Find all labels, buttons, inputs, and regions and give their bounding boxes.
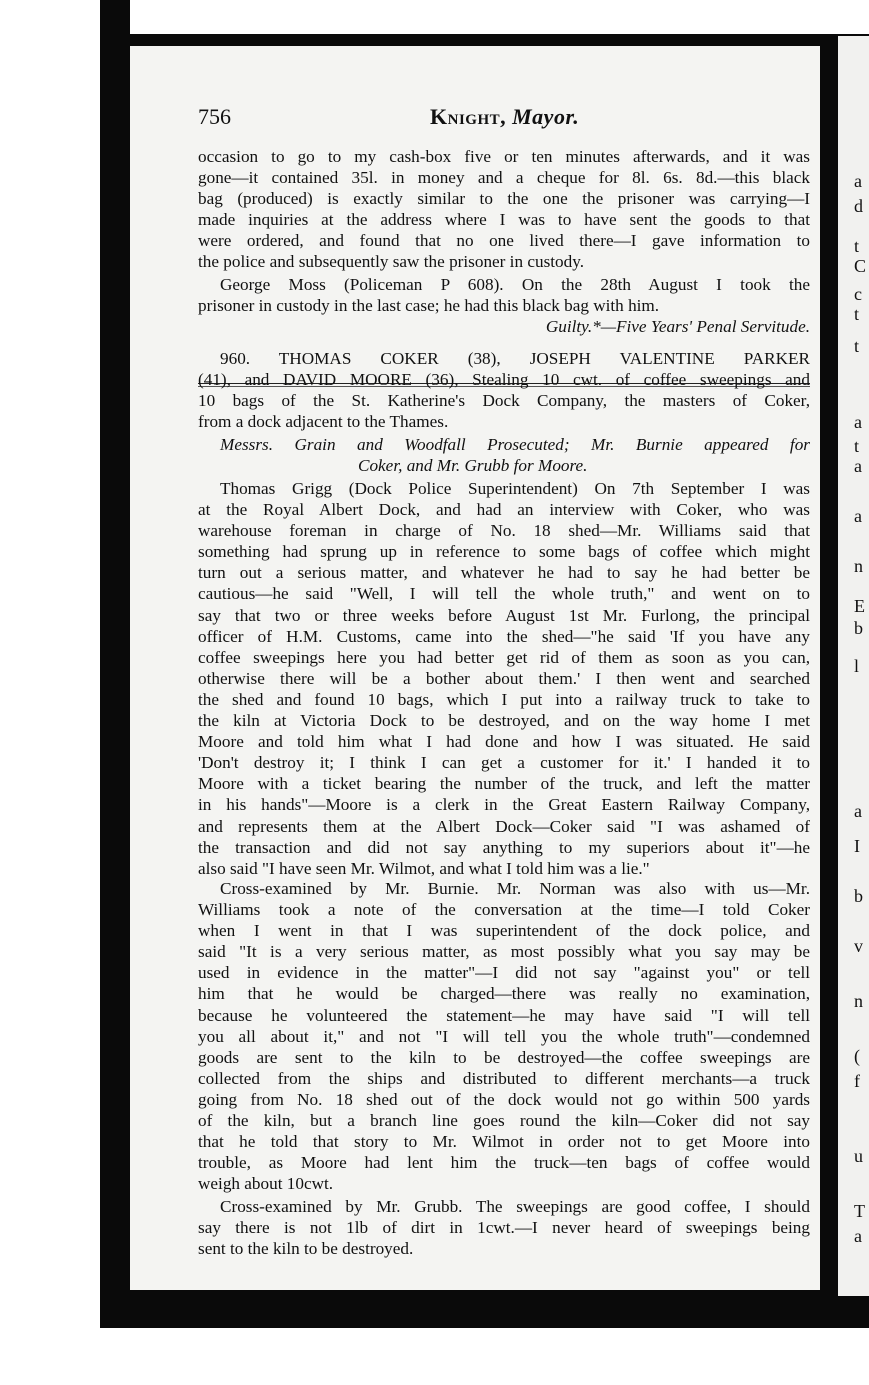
text-line: that he told that story to Mr. Wilmot in order not to get Moore into: [198, 1132, 810, 1152]
text-line: Cross-examined by Mr. Grubb. The sweepings are good coffee, I should: [220, 1197, 810, 1216]
text-line: Thomas Grigg (Dock Police Superintendent) On 7th September I was: [220, 479, 810, 498]
text-line: collected from the ships and distributed to different merchants—a truck: [198, 1068, 810, 1088]
adjacent-page-char: v: [854, 936, 863, 956]
text-line: Cross-examined by Mr. Burnie. Mr. Norman was also with us—Mr.: [220, 879, 810, 898]
running-head-title: Mayor.: [512, 104, 580, 129]
adjacent-page-char: t: [854, 304, 860, 324]
adjacent-page-char: u: [854, 1146, 863, 1166]
running-head: [430, 104, 579, 130]
cross-examination-burnie: [198, 878, 810, 1194]
text-line: used in evidence in the matter"—I did not say "against you" or tell: [198, 963, 810, 983]
adjacent-page-char: a: [854, 412, 862, 432]
text-line: sent to the kiln to be destroyed.: [198, 1239, 414, 1259]
text-line: 10 bags of the St. Katherine's Dock Company, the masters of Coker,: [198, 391, 810, 411]
text-line: Williams took a note of the conversation at the time—I told Coker: [198, 900, 810, 920]
book-gutter: [820, 36, 838, 1296]
text-line: say there is not 1lb of dirt in 1cwt.—I never heard of sweepings being: [198, 1218, 810, 1238]
text-line: at the Royal Albert Dock, and had an interview with Coker, who was: [198, 500, 810, 520]
adjacent-page-char: t: [854, 336, 860, 356]
text-line: him that he would be charged—there was really no examination,: [198, 984, 810, 1004]
text-line: the shed and found 10 bags, which I put into a railway truck to take to: [198, 689, 810, 709]
text-line: because he volunteered the statement—he may have said "I will tell: [198, 1005, 810, 1025]
text-line: cautious—he said "Well, I will tell the whole truth," and went on to: [198, 584, 810, 604]
text-line: from a dock adjacent to the Thames.: [198, 412, 449, 432]
text-line: in his hands"—Moore is a clerk in the Great Eastern Railway Company,: [198, 795, 810, 815]
text-line: gone—it contained 35l. in money and a cheque for 8l. 6s. 8d.—this black: [198, 168, 810, 188]
grigg-testimony: [198, 478, 810, 879]
adjacent-page-char: a: [854, 171, 862, 191]
case-heading: [198, 348, 810, 432]
text-line: prisoner in custody in the last case; he had this black bag with him.: [198, 296, 660, 316]
text-line: said "It is a very serious matter, as most possibly what you say may be: [198, 942, 810, 962]
text-line: George Moss (Policeman P 608). On the 28th August I took the: [220, 275, 810, 294]
text-line: going from No. 18 shed out of the dock would not go within 500 yards: [198, 1089, 810, 1109]
text-line: (41), and DAVID MOORE (36), Stealing 10 cwt. of coffee sweepings and: [198, 370, 810, 390]
text-line: bag (produced) is exactly similar to the one the prisoner was carrying—I: [198, 189, 810, 209]
text-line: coffee sweepings here you had better get rid of them as soon as you can,: [198, 647, 810, 667]
text-line: when I went in that I was superintendent of the dock police, and: [198, 921, 810, 941]
text-line: you all about it," and not "I will tell you the whole truth"—condemned: [198, 1026, 810, 1046]
scan-margin: [100, 0, 869, 36]
text-line: were ordered, and found that no one lived there—I gave information to: [198, 231, 810, 251]
adjacent-page-char: (: [854, 1046, 860, 1066]
text-line: trouble, as Moore had lent him the truck—ten bags of coffee would: [198, 1153, 810, 1173]
text-line: Messrs. Grain and Woodfall Prosecuted; Mr. Burnie appeared for: [220, 435, 810, 454]
verdict: [198, 316, 810, 337]
policeman-testimony: [198, 274, 810, 316]
adjacent-page-char: n: [854, 556, 863, 576]
adjacent-page-char: t: [854, 436, 860, 456]
testimony-continuation: [198, 146, 810, 273]
text-line: also said "I have seen Mr. Wilmot, and what I told him was a lie.": [198, 858, 650, 878]
adjacent-page-char: n: [854, 991, 863, 1011]
scan-edge-left: [100, 0, 130, 1290]
adjacent-page-char: b: [854, 886, 863, 906]
adjacent-page-char: d: [854, 196, 863, 216]
text-line: weigh about 10cwt.: [198, 1174, 334, 1194]
text-line: say that two or three weeks before August 1st Mr. Furlong, the principal: [198, 605, 810, 625]
text-line: turn out a serious matter, and whatever he had to say he had better be: [198, 563, 810, 583]
text-line: 960. THOMAS COKER (38), JOSEPH VALENTINE PARKER: [220, 349, 810, 368]
text-line: otherwise there will be a bother about them.' I then went and searched: [198, 668, 810, 688]
running-head-name: Knight,: [430, 104, 507, 129]
text-line: and represents them at the Albert Dock—Coker said "I was ashamed of: [198, 816, 810, 836]
adjacent-page-char: f: [854, 1071, 860, 1091]
cross-examination-grubb: [198, 1196, 810, 1259]
page-number: 756: [198, 104, 231, 129]
adjacent-page-char: l: [854, 656, 860, 676]
book-page: [130, 46, 820, 1290]
adjacent-page-char: a: [854, 801, 862, 821]
verdict-line: Guilty.*—Five Years' Penal Servitude.: [545, 317, 810, 336]
text-line: Coker, and Mr. Grubb for Moore.: [358, 456, 588, 476]
adjacent-page-char: T: [854, 1201, 865, 1221]
text-line: Moore with a ticket bearing the number of the truck, and left the matter: [198, 774, 810, 794]
text-line: something had sprung up in reference to some bags of coffee which might: [198, 542, 810, 562]
text-line: 'Don't destroy it; I think I can get a customer for it.' I handed it to: [198, 753, 810, 773]
text-line: of the kiln, but a branch line goes round the kiln—Coker did not say: [198, 1111, 810, 1131]
text-line: made inquiries at the address where I was to have sent the goods to that: [198, 210, 810, 230]
adjacent-page-fragment: [838, 36, 869, 1296]
text-line: officer of H.M. Customs, came into the shed—"he said 'If you have any: [198, 626, 810, 646]
scan-edge-top: [100, 34, 869, 46]
text-line: the kiln at Victoria Dock to be destroyed, and on the way home I met: [198, 711, 810, 731]
text-line: occasion to go to my cash-box five or ten minutes afterwards, and it was: [198, 147, 810, 166]
text-line: warehouse foreman in charge of No. 18 shed—Mr. Williams said that: [198, 521, 810, 541]
adjacent-page-char: I: [854, 836, 860, 856]
scan-edge-bottom: [100, 1290, 869, 1328]
text-line: the transaction and did not say anything to my superiors about it"—he: [198, 837, 810, 857]
adjacent-page-char: b: [854, 618, 863, 638]
text-line: the police and subsequently saw the prisoner in custody.: [198, 252, 584, 272]
adjacent-page-char: a: [854, 506, 862, 526]
text-line: Moore and told him what I had done and how I was situated. He said: [198, 732, 810, 752]
adjacent-page-char: a: [854, 456, 862, 476]
adjacent-page-char: c: [854, 284, 862, 304]
adjacent-page-char: a: [854, 1226, 862, 1246]
counsel-line: [198, 434, 810, 476]
adjacent-page-char: t: [854, 236, 860, 256]
adjacent-page-char: E: [854, 596, 865, 616]
adjacent-page-char: C: [854, 256, 867, 276]
text-line: goods are sent to the kiln to be destroyed—the coffee sweepings are: [198, 1047, 810, 1067]
